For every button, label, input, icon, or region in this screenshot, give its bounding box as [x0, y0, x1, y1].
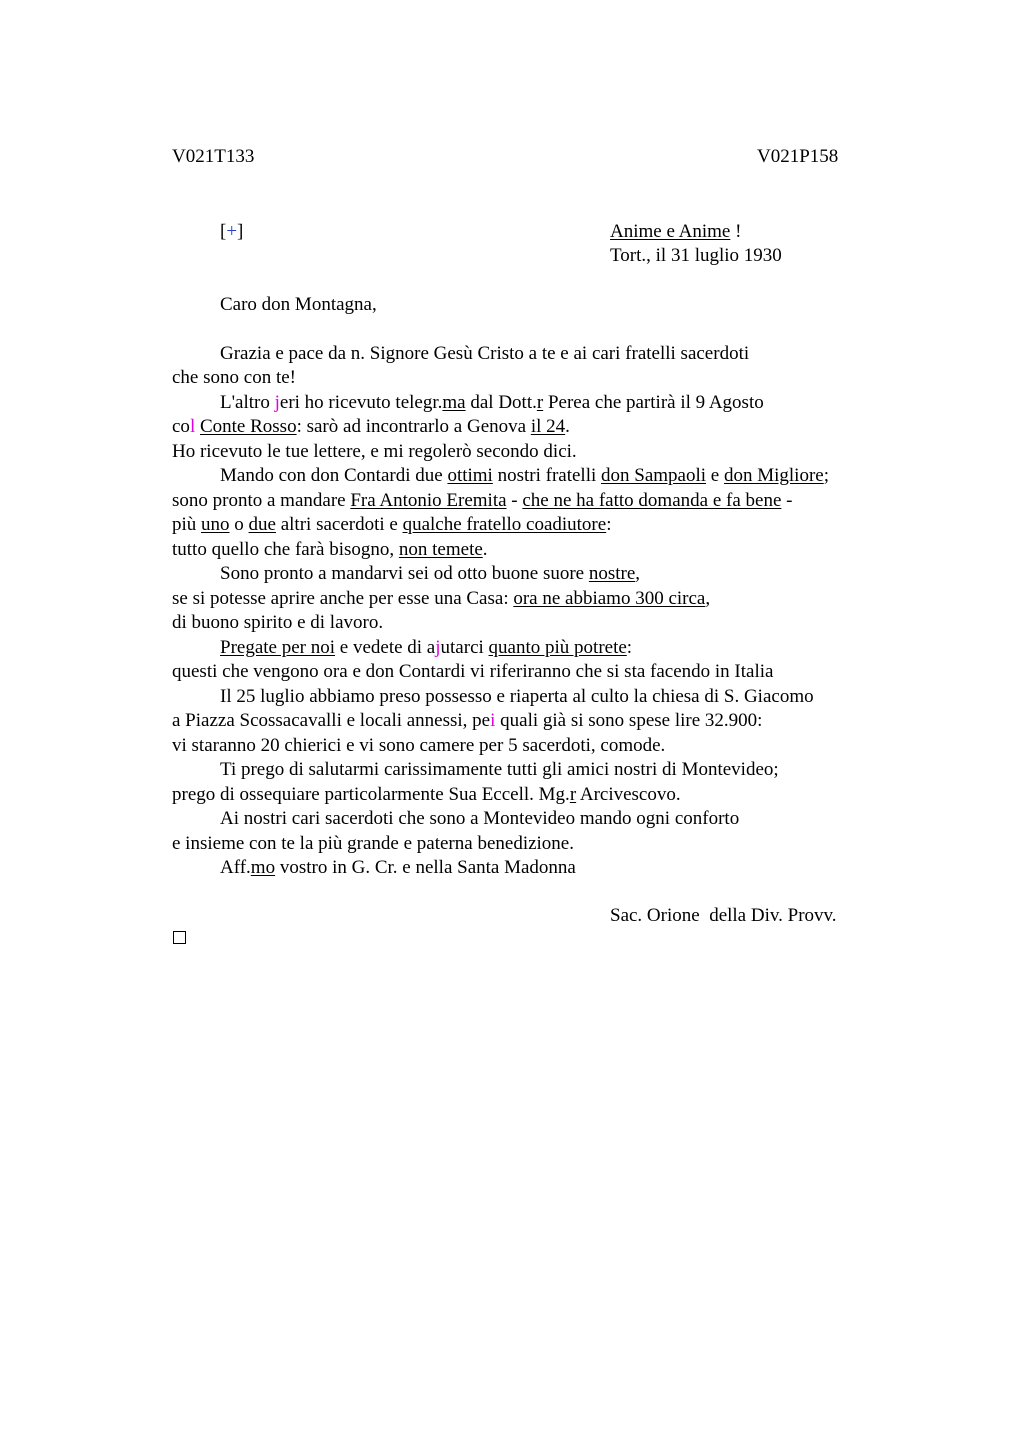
- body-line: Il 25 luglio abbiamo preso possesso e riaperta al culto la chiesa di S. Giacomo: [220, 686, 814, 707]
- body-line: tutto quello che farà bisogno, non temete.: [172, 539, 488, 560]
- body-line: Ai nostri cari sacerdoti che sono a Montevideo mando ogni conforto: [220, 808, 740, 829]
- motto-punct: !: [730, 221, 742, 242]
- cross-icon: +: [226, 221, 238, 242]
- signature: Sac. Orione della Div. Provv.: [610, 905, 837, 926]
- body-line: a Piazza Scossacavalli e locali annessi, pei quali già si sono spese lire 32.900:: [172, 710, 763, 731]
- cross-mark: [220, 221, 243, 243]
- salutation: Caro don Montagna,: [220, 294, 377, 315]
- place-date: Tort., il 31 luglio 1930: [610, 245, 782, 266]
- motto: [610, 221, 741, 243]
- body-line: Mando con don Contardi due ottimi nostri fratelli don Sampaoli e don Migliore;: [220, 465, 830, 486]
- motto-text: Anime e Anime: [610, 221, 731, 242]
- cross-close-bracket: ]: [237, 221, 244, 242]
- body-line: L'altro jeri ho ricevuto telegr.ma dal Dott.r Perea che partirà il 9 Agosto: [220, 392, 764, 413]
- document-code-left: V021T133: [172, 146, 255, 167]
- body-line: prego di ossequiare particolarmente Sua Eccell. Mg.r Arcivescovo.: [172, 784, 681, 805]
- body-line: e insieme con te la più grande e paterna benedizione.: [172, 833, 574, 854]
- body-line: se si potesse aprire anche per esse una Casa: ora ne abbiamo 300 circa,: [172, 588, 711, 609]
- body-line: Pregate per noi e vedete di ajutarci quanto più potrete:: [220, 637, 633, 658]
- body-line: vi staranno 20 chierici e vi sono camere per 5 sacerdoti, comode.: [172, 735, 666, 756]
- body-line: di buono spirito e di lavoro.: [172, 612, 384, 633]
- body-line: più uno o due altri sacerdoti e qualche fratello coadiutore:: [172, 514, 612, 535]
- end-box-icon: [173, 931, 186, 944]
- document-code-right: V021P158: [757, 146, 839, 167]
- body-line: Ti prego di salutarmi carissimamente tutti gli amici nostri di Montevideo;: [220, 759, 779, 780]
- body-line: Grazia e pace da n. Signore Gesù Cristo a te e ai cari fratelli sacerdoti: [220, 343, 750, 364]
- body-line: sono pronto a mandare Fra Antonio Eremita - che ne ha fatto domanda e fa bene -: [172, 490, 793, 511]
- body-line: Ho ricevuto le tue lettere, e mi regolerò secondo dici.: [172, 441, 577, 462]
- body-line: col Conte Rosso: sarò ad incontrarlo a Genova il 24.: [172, 416, 570, 437]
- body-line: Aff.mo vostro in G. Cr. e nella Santa Madonna: [220, 857, 576, 878]
- body-line: che sono con te!: [172, 367, 296, 388]
- body-line: questi che vengono ora e don Contardi vi riferiranno che si sta facendo in Italia: [172, 661, 774, 682]
- body-line: Sono pronto a mandarvi sei od otto buone suore nostre,: [220, 563, 641, 584]
- cross-open-bracket: [: [220, 221, 227, 242]
